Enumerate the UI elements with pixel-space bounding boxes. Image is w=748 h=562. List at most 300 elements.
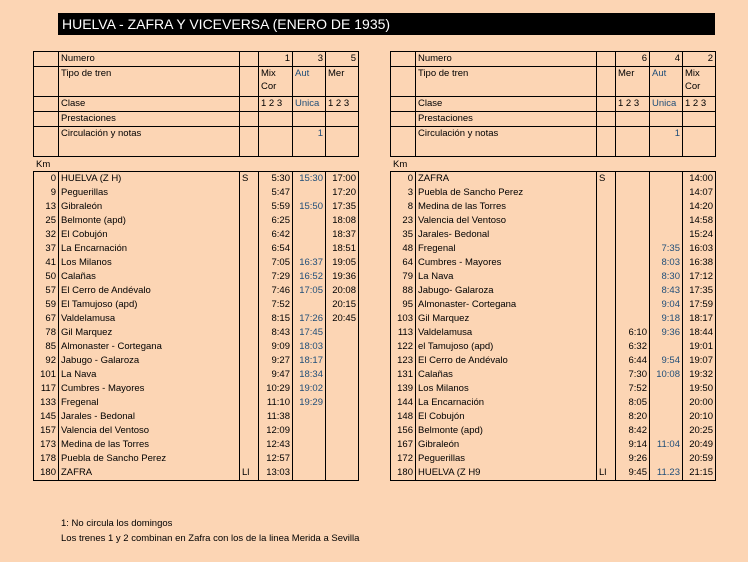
- time-cell: 8:43: [650, 284, 683, 298]
- time-cell: 18:44: [683, 326, 716, 340]
- time-cell: 19:05: [326, 256, 359, 270]
- timetable-row: [34, 312, 359, 326]
- time-cell: 9:27: [259, 354, 293, 368]
- time-cell: 21:15: [683, 466, 716, 481]
- station-flag: [597, 326, 616, 340]
- timetable-row: [391, 410, 716, 424]
- right-header-table: [390, 51, 716, 157]
- time-cell: 14:58: [683, 214, 716, 228]
- time-cell: 19:29: [293, 396, 326, 410]
- station-name: Gil Marquez: [416, 312, 597, 326]
- time-cell: 9:14: [616, 438, 650, 452]
- km-cell: 9: [34, 186, 59, 200]
- time-cell: 19:36: [326, 270, 359, 284]
- km-cell: 180: [34, 466, 59, 481]
- note-line: 1: No circula los domingos: [61, 518, 173, 529]
- km-cell: 144: [391, 396, 416, 410]
- time-cell: [650, 214, 683, 228]
- time-cell: 11:04: [650, 438, 683, 452]
- time-cell: [326, 354, 359, 368]
- station-flag: [597, 270, 616, 284]
- time-cell: 20:08: [326, 284, 359, 298]
- train-class: 1 2 3: [259, 97, 293, 112]
- train-class: Unica: [293, 97, 326, 112]
- time-cell: [650, 424, 683, 438]
- time-cell: [616, 298, 650, 312]
- station-name: Cumbres - Mayores: [416, 256, 597, 270]
- km-cell: 95: [391, 298, 416, 312]
- time-cell: [293, 466, 326, 481]
- time-cell: 10:29: [259, 382, 293, 396]
- time-cell: [326, 452, 359, 466]
- station-name: El Cerro de Andévalo: [416, 354, 597, 368]
- time-cell: [650, 228, 683, 242]
- train-type: Mer: [326, 67, 359, 97]
- km-cell: 48: [391, 242, 416, 256]
- time-cell: [293, 214, 326, 228]
- time-cell: 16:37: [293, 256, 326, 270]
- time-cell: [293, 298, 326, 312]
- station-flag: [597, 452, 616, 466]
- train-class: 1 2 3: [326, 97, 359, 112]
- timetable-row: [391, 424, 716, 438]
- station-name: Fregenal: [59, 396, 240, 410]
- station-name: Medina de las Torres: [59, 438, 240, 452]
- time-cell: 6:10: [616, 326, 650, 340]
- station-flag: [597, 410, 616, 424]
- time-cell: 7:52: [259, 298, 293, 312]
- km-cell: 131: [391, 368, 416, 382]
- time-cell: 7:29: [259, 270, 293, 284]
- circulacion-label: Circulación y notas: [416, 127, 597, 157]
- time-cell: 18:51: [326, 242, 359, 256]
- time-cell: 19:02: [293, 382, 326, 396]
- station-flag: [240, 326, 259, 340]
- km-cell: 123: [391, 354, 416, 368]
- prestaciones-label: Prestaciones: [416, 112, 597, 127]
- train-number: 2: [683, 52, 716, 67]
- train-type: Aut: [293, 67, 326, 97]
- time-cell: [326, 326, 359, 340]
- train-type: Mix Cor: [683, 67, 716, 97]
- station-flag: [240, 214, 259, 228]
- station-flag: [240, 284, 259, 298]
- time-cell: 18:37: [326, 228, 359, 242]
- station-flag: [597, 228, 616, 242]
- station-name: Jarales- Bedonal: [416, 228, 597, 242]
- km-header: Km: [393, 159, 408, 170]
- left-timetable: [33, 171, 359, 481]
- timetable-row: [391, 256, 716, 270]
- km-cell: 59: [34, 298, 59, 312]
- train-class: Unica: [650, 97, 683, 112]
- km-cell: 3: [391, 186, 416, 200]
- timetable-row: [391, 368, 716, 382]
- km-cell: 57: [34, 284, 59, 298]
- time-cell: 14:20: [683, 200, 716, 214]
- time-cell: 8:30: [650, 270, 683, 284]
- km-cell: 37: [34, 242, 59, 256]
- timetable-row: [391, 326, 716, 340]
- time-cell: 17:05: [293, 284, 326, 298]
- timetable-row: [391, 214, 716, 228]
- tipo-label: Tipo de tren: [416, 67, 597, 97]
- time-cell: [616, 270, 650, 284]
- timetable-row: [391, 466, 716, 481]
- time-cell: [326, 396, 359, 410]
- km-cell: 101: [34, 368, 59, 382]
- timetable-row: [34, 214, 359, 228]
- km-cell: 133: [34, 396, 59, 410]
- station-flag: [597, 312, 616, 326]
- right-timetable: [390, 171, 716, 481]
- timetable-row: [34, 438, 359, 452]
- station-name: Peguerillas: [416, 452, 597, 466]
- time-cell: 8:15: [259, 312, 293, 326]
- time-cell: 18:17: [683, 312, 716, 326]
- km-cell: 157: [34, 424, 59, 438]
- time-cell: 17:00: [326, 172, 359, 187]
- km-cell: 180: [391, 466, 416, 481]
- time-cell: 19:32: [683, 368, 716, 382]
- station-flag: [240, 368, 259, 382]
- timetable-row: [391, 396, 716, 410]
- km-cell: 13: [34, 200, 59, 214]
- station-name: el Tamujoso (apd): [416, 340, 597, 354]
- station-name: Cumbres - Mayores: [59, 382, 240, 396]
- time-cell: [293, 424, 326, 438]
- timetable-row: [34, 340, 359, 354]
- time-cell: 20:25: [683, 424, 716, 438]
- clase-label: Clase: [59, 97, 240, 112]
- time-cell: [326, 368, 359, 382]
- km-cell: 50: [34, 270, 59, 284]
- time-cell: 20:10: [683, 410, 716, 424]
- station-name: El Cobujón: [59, 228, 240, 242]
- station-flag: [597, 284, 616, 298]
- time-cell: [326, 382, 359, 396]
- time-cell: 5:47: [259, 186, 293, 200]
- station-name: HUELVA (Z H9: [416, 466, 597, 481]
- station-name: Valdelamusa: [59, 312, 240, 326]
- time-cell: [616, 200, 650, 214]
- station-flag: [597, 396, 616, 410]
- time-cell: [326, 340, 359, 354]
- time-cell: 11:10: [259, 396, 293, 410]
- station-flag: S: [597, 172, 616, 187]
- time-cell: 7:52: [616, 382, 650, 396]
- km-cell: 173: [34, 438, 59, 452]
- time-cell: 9:18: [650, 312, 683, 326]
- station-flag: [240, 242, 259, 256]
- station-name: ZAFRA: [59, 466, 240, 481]
- km-cell: 25: [34, 214, 59, 228]
- train-number: 6: [616, 52, 650, 67]
- train-type: Mix Cor: [259, 67, 293, 97]
- time-cell: 7:46: [259, 284, 293, 298]
- station-flag: [597, 214, 616, 228]
- station-name: La Encarnación: [416, 396, 597, 410]
- station-name: Belmonte (apd): [416, 424, 597, 438]
- time-cell: 8:05: [616, 396, 650, 410]
- time-cell: [650, 382, 683, 396]
- station-name: La Encarnación: [59, 242, 240, 256]
- time-cell: [293, 242, 326, 256]
- timetable-row: [34, 256, 359, 270]
- km-cell: 117: [34, 382, 59, 396]
- time-cell: 18:08: [326, 214, 359, 228]
- station-flag: [240, 228, 259, 242]
- time-cell: [616, 186, 650, 200]
- time-cell: [650, 396, 683, 410]
- time-cell: [616, 214, 650, 228]
- timetable-row: [391, 172, 716, 187]
- station-name: Valdelamusa: [416, 326, 597, 340]
- station-flag: [240, 382, 259, 396]
- station-flag: [240, 340, 259, 354]
- station-name: Los Milanos: [416, 382, 597, 396]
- time-cell: [616, 228, 650, 242]
- numero-label: Numero: [416, 52, 597, 67]
- station-flag: [240, 298, 259, 312]
- station-name: Valencia del Ventoso: [59, 424, 240, 438]
- timetable-row: [34, 200, 359, 214]
- train-number: 5: [326, 52, 359, 67]
- timetable-row: [34, 368, 359, 382]
- timetable-row: [34, 396, 359, 410]
- time-cell: [616, 256, 650, 270]
- station-flag: [240, 256, 259, 270]
- km-cell: 67: [34, 312, 59, 326]
- time-cell: 5:30: [259, 172, 293, 187]
- timetable-row: [34, 410, 359, 424]
- station-name: Medina de las Torres: [416, 200, 597, 214]
- km-cell: 32: [34, 228, 59, 242]
- km-cell: 0: [391, 172, 416, 187]
- station-name: Calañas: [416, 368, 597, 382]
- km-header: Km: [36, 159, 51, 170]
- timetable-row: [34, 354, 359, 368]
- time-cell: 8:20: [616, 410, 650, 424]
- timetable-row: [34, 228, 359, 242]
- clase-label: Clase: [416, 97, 597, 112]
- station-name: Belmonte (apd): [59, 214, 240, 228]
- train-type: Aut: [650, 67, 683, 97]
- timetable-row: [34, 326, 359, 340]
- km-cell: 64: [391, 256, 416, 270]
- station-name: El Cobujón: [416, 410, 597, 424]
- timetable-row: [34, 382, 359, 396]
- time-cell: 19:07: [683, 354, 716, 368]
- time-cell: 15:24: [683, 228, 716, 242]
- time-cell: 20:49: [683, 438, 716, 452]
- station-flag: [597, 354, 616, 368]
- km-cell: 167: [391, 438, 416, 452]
- station-name: Jabugo - Galaroza: [59, 354, 240, 368]
- timetable-row: [391, 382, 716, 396]
- station-name: HUELVA (Z H): [59, 172, 240, 187]
- station-name: Los Milanos: [59, 256, 240, 270]
- time-cell: 6:32: [616, 340, 650, 354]
- timetable-row: [391, 340, 716, 354]
- time-cell: 6:42: [259, 228, 293, 242]
- time-cell: 9:54: [650, 354, 683, 368]
- time-cell: 9:45: [616, 466, 650, 481]
- station-name: Calañas: [59, 270, 240, 284]
- time-cell: [293, 186, 326, 200]
- km-cell: 85: [34, 340, 59, 354]
- time-cell: [326, 410, 359, 424]
- station-name: Fregenal: [416, 242, 597, 256]
- station-name: Valencia del Ventoso: [416, 214, 597, 228]
- station-flag: [240, 410, 259, 424]
- time-cell: 11.23: [650, 466, 683, 481]
- timetable-row: [391, 312, 716, 326]
- time-cell: 17:45: [293, 326, 326, 340]
- time-cell: 7:30: [616, 368, 650, 382]
- time-cell: 7:05: [259, 256, 293, 270]
- km-cell: 78: [34, 326, 59, 340]
- timetable-row: [391, 452, 716, 466]
- time-cell: 6:25: [259, 214, 293, 228]
- time-cell: [616, 172, 650, 187]
- train-type: Mer: [616, 67, 650, 97]
- circulacion-label: Circulación y notas: [59, 127, 240, 157]
- station-name: Gibraleón: [59, 200, 240, 214]
- station-flag: [240, 200, 259, 214]
- time-cell: 16:03: [683, 242, 716, 256]
- time-cell: [293, 228, 326, 242]
- prestaciones-label: Prestaciones: [59, 112, 240, 127]
- time-cell: [616, 284, 650, 298]
- time-cell: 13:03: [259, 466, 293, 481]
- timetable-row: [391, 284, 716, 298]
- station-flag: [597, 340, 616, 354]
- km-cell: 178: [34, 452, 59, 466]
- time-cell: 20:00: [683, 396, 716, 410]
- station-flag: [597, 424, 616, 438]
- timetable-row: [391, 242, 716, 256]
- time-cell: 17:59: [683, 298, 716, 312]
- km-cell: 8: [391, 200, 416, 214]
- km-cell: 156: [391, 424, 416, 438]
- km-cell: 139: [391, 382, 416, 396]
- time-cell: 20:45: [326, 312, 359, 326]
- km-cell: 35: [391, 228, 416, 242]
- time-cell: 8:03: [650, 256, 683, 270]
- timetable-row: [391, 270, 716, 284]
- time-cell: [293, 410, 326, 424]
- time-cell: [650, 340, 683, 354]
- time-cell: [326, 466, 359, 481]
- station-name: Puebla de Sancho Perez: [416, 186, 597, 200]
- time-cell: [650, 410, 683, 424]
- time-cell: 11:38: [259, 410, 293, 424]
- km-cell: 79: [391, 270, 416, 284]
- km-cell: 23: [391, 214, 416, 228]
- station-name: La Nava: [416, 270, 597, 284]
- train-number: 3: [293, 52, 326, 67]
- station-flag: [597, 242, 616, 256]
- km-cell: 122: [391, 340, 416, 354]
- station-flag: [240, 354, 259, 368]
- time-cell: [616, 242, 650, 256]
- time-cell: 18:17: [293, 354, 326, 368]
- station-name: El Cerro de Andévalo: [59, 284, 240, 298]
- timetable-row: [391, 354, 716, 368]
- train-class: 1 2 3: [616, 97, 650, 112]
- timetable-row: [34, 466, 359, 481]
- station-flag: [240, 438, 259, 452]
- train-number: 1: [259, 52, 293, 67]
- station-flag: [597, 438, 616, 452]
- time-cell: 9:04: [650, 298, 683, 312]
- station-flag: [240, 452, 259, 466]
- time-cell: 16:52: [293, 270, 326, 284]
- time-cell: [616, 312, 650, 326]
- station-flag: Ll: [597, 466, 616, 481]
- station-name: Gibraleón: [416, 438, 597, 452]
- time-cell: 17:26: [293, 312, 326, 326]
- numero-label: Numero: [59, 52, 240, 67]
- time-cell: 15:30: [293, 172, 326, 187]
- timetable-row: [391, 186, 716, 200]
- timetable-row: [34, 270, 359, 284]
- time-cell: 12:57: [259, 452, 293, 466]
- station-flag: [597, 382, 616, 396]
- station-name: Jarales - Bedonal: [59, 410, 240, 424]
- train-class: 1 2 3: [683, 97, 716, 112]
- time-cell: [293, 452, 326, 466]
- time-cell: [650, 172, 683, 187]
- km-cell: 103: [391, 312, 416, 326]
- time-cell: 19:50: [683, 382, 716, 396]
- station-flag: [240, 424, 259, 438]
- timetable-row: [34, 172, 359, 187]
- time-cell: 16:38: [683, 256, 716, 270]
- tipo-label: Tipo de tren: [59, 67, 240, 97]
- km-cell: 148: [391, 410, 416, 424]
- time-cell: [326, 424, 359, 438]
- station-name: Gil Marquez: [59, 326, 240, 340]
- station-flag: [597, 298, 616, 312]
- timetable-row: [391, 228, 716, 242]
- station-flag: [240, 270, 259, 284]
- time-cell: [293, 438, 326, 452]
- time-cell: 12:43: [259, 438, 293, 452]
- note-ref: 1: [293, 127, 326, 157]
- km-cell: 41: [34, 256, 59, 270]
- km-cell: 172: [391, 452, 416, 466]
- time-cell: 17:35: [326, 200, 359, 214]
- timetable-row: [34, 424, 359, 438]
- time-cell: [326, 438, 359, 452]
- station-name: Peguerillas: [59, 186, 240, 200]
- time-cell: 9:47: [259, 368, 293, 382]
- timetable-row: [34, 186, 359, 200]
- station-name: Almonaster - Cortegana: [59, 340, 240, 354]
- timetable-row: [391, 298, 716, 312]
- station-flag: S: [240, 172, 259, 187]
- time-cell: 10:08: [650, 368, 683, 382]
- station-name: Almonaster- Cortegana: [416, 298, 597, 312]
- time-cell: 20:59: [683, 452, 716, 466]
- station-name: Puebla de Sancho Perez: [59, 452, 240, 466]
- timetable-row: [391, 438, 716, 452]
- time-cell: 8:42: [616, 424, 650, 438]
- time-cell: 17:12: [683, 270, 716, 284]
- timetable-row: [34, 242, 359, 256]
